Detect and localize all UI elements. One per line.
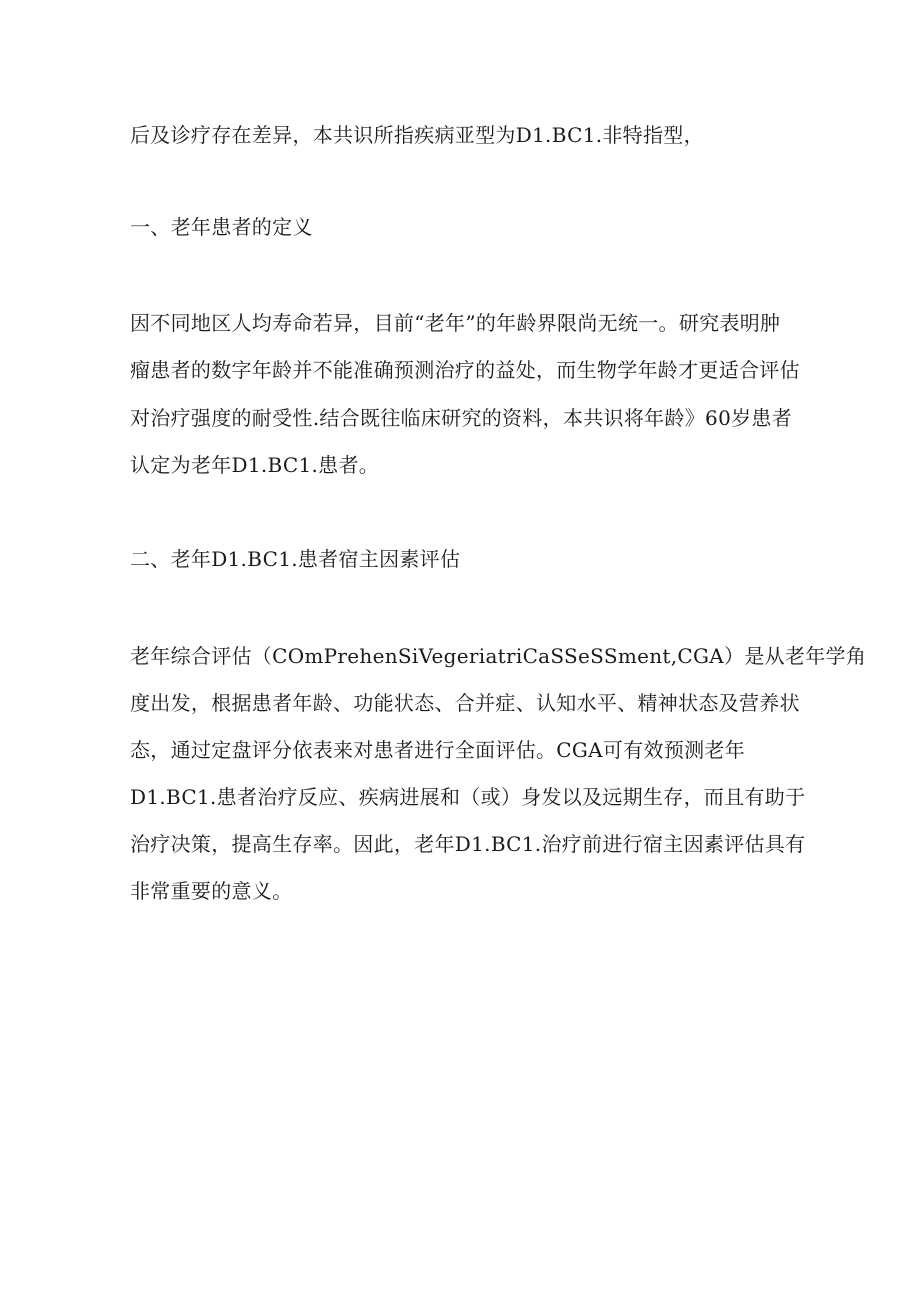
paragraph-line: 老年综合评估（COmPrehenSiVegeriatriCaSSeSSment,CGA）是从老年学角 <box>130 644 867 668</box>
paragraph-line: 瘤患者的数字年龄并不能准确预测治疗的益处，而生物学年龄才更适合评估 <box>130 358 800 382</box>
paragraph-line: 治疗决策，提高生存率。因此，老年D1.BC1.治疗前进行宿主因素评估具有 <box>130 832 806 856</box>
paragraph-line: 态，通过定盘评分依表来对患者进行全面评估。CGA可有效预测老年 <box>130 738 746 762</box>
section-heading-host-factors: 二、老年D1.BC1.患者宿主因素评估 <box>130 547 461 571</box>
paragraph-line: 非常重要的意义。 <box>130 879 293 903</box>
paragraph-line: 认定为老年D1.BC1.患者。 <box>130 453 380 477</box>
paragraph-line: D1.BC1.患者治疗反应、疾病进展和（或）身发以及远期生存，而且有助于 <box>130 785 806 809</box>
paragraph-line: 对治疗强度的耐受性.结合既往临床研究的资料，本共识将年龄》60岁患者 <box>130 406 793 430</box>
section-heading-definition: 一、老年患者的定义 <box>130 215 313 239</box>
paragraph-line: 因不同地区人均寿命若异，目前“老年”的年龄界限尚无统一。研究表明肿 <box>130 311 781 335</box>
intro-line: 后及诊疗存在差异，本共识所指疾病亚型为D1.BC1.非特指型， <box>130 123 704 147</box>
paragraph-line: 度出发，根据患者年龄、功能状态、合并症、认知水平、精神状态及营养状 <box>130 691 800 715</box>
